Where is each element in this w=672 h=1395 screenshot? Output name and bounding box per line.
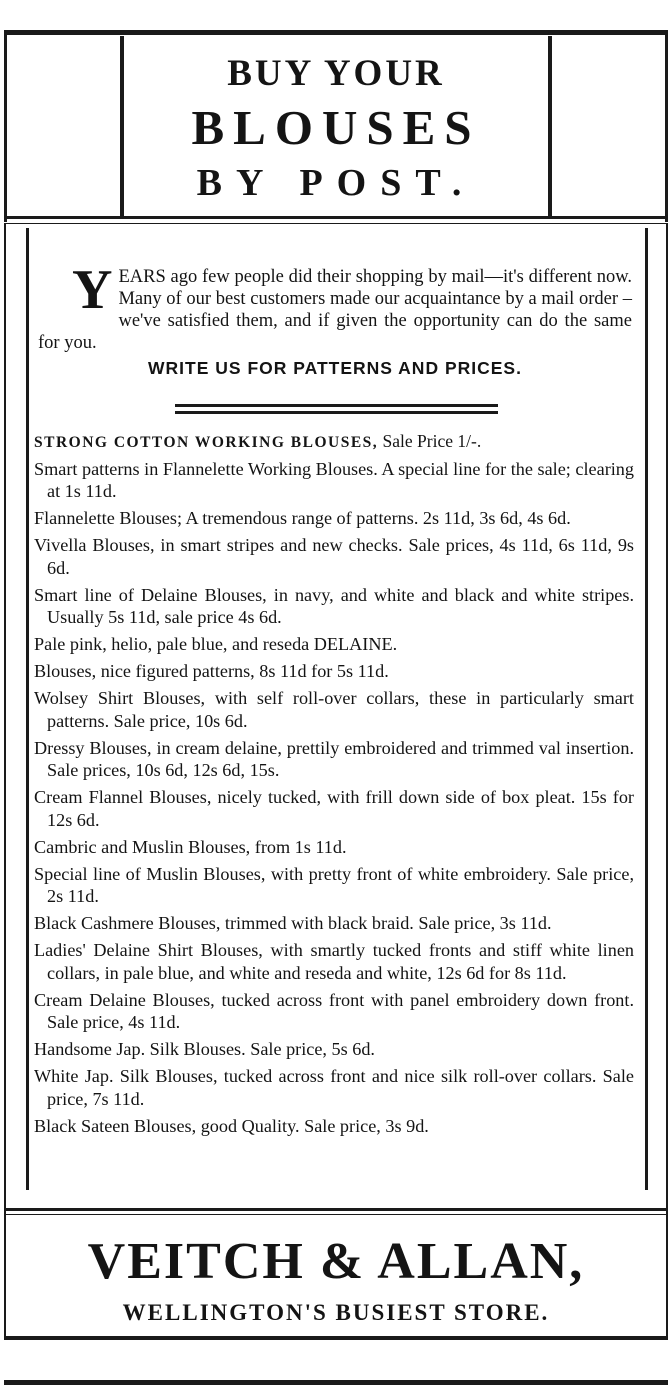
call-to-action: WRITE US FOR PATTERNS AND PRICES. [148,358,522,378]
drop-cap: Y [72,259,113,321]
outer-left-border [4,224,6,1339]
body-bottom-border [4,1208,668,1211]
list-heading-caps: STRONG COTTON WORKING BLOUSES, [34,434,379,451]
headline-line-1: BUY YOUR [227,53,445,94]
headline-line-3: BY POST. [196,162,476,204]
list-item: Pale pink, helio, pale blue, and reseda DELAINE. [34,634,398,654]
list-item: Black Sateen Blouses, good Quality. Sale price, 3s 9d. [34,1115,429,1136]
list-item: Cambric and Muslin Blouses, from 1s 11d. [34,836,347,857]
list-item: Smart line of Delaine Blouses, in navy, and white and black and white stripes. Usually 5s 11d, sale price 4s 6d. [34,584,634,627]
list-item: Vivella Blouses, in smart stripes and new checks. Sale prices, 4s 11d, 6s 11d, 9s 6d. [34,535,634,578]
firm-name: VEITCH & ALLAN, [87,1233,585,1290]
list-item: Blouses, nice figured patterns, 8s 11d for 5s 11d. [34,661,389,681]
blouse-list [34,430,634,1142]
list-item: Wolsey Shirt Blouses, with self roll-over collars, these in particularly smart patterns. Sale price, 10s 6d. [34,688,634,731]
list-item: Flannelette Blouses; A tremendous range of patterns. 2s 11d, 3s 6d, 4s 6d. [34,508,571,528]
list-item: Ladies' Delaine Shirt Blouses, with smartly tucked fronts and stiff white linen collars, in pale blue, and white and reseda and white, 12s 6d for 8s 11d. [34,940,634,983]
intro-paragraph [38,259,632,354]
intro-text: EARS ago few people did their shopping by mail—it's different now. Many of our best customers made our acquaintance by a mail order – we've satisfied them, and if given the opportunity can do the same for you. [38,267,632,353]
list-item: White Jap. Silk Blouses, tucked across front and nice silk roll-over collars. Sale price, 7s 11d. [34,1066,634,1109]
list-item: Black Cashmere Blouses, trimmed with black braid. Sale price, 3s 11d. [34,913,552,933]
right-border-top [665,30,668,222]
top-border [4,30,668,35]
headline-box [120,36,552,216]
footer-bottom-border [4,1336,668,1340]
headline-line-2: BLOUSES [191,100,481,155]
list-item: Smart patterns in Flannelette Working Blouses. A special line for the sale; clearing at 1s 11d. [34,458,634,501]
decorative-rule-bottom [175,411,498,414]
list-item: Handsome Jap. Silk Blouses. Sale price, 5s 6d. [34,1039,375,1059]
left-border-top [4,30,7,222]
list-item: Special line of Muslin Blouses, with pretty front of white embroidery. Sale price, 2s 11d. [34,863,634,906]
body-bottom-border-2 [4,1214,668,1215]
header-bottom-border-2 [4,223,668,224]
list-item: Cream Flannel Blouses, nicely tucked, with frill down side of box pleat. 15s for 12s 6d. [34,787,634,830]
header-bottom-border [4,216,668,219]
firm-tagline: WELLINGTON'S BUSIEST STORE. [122,1300,550,1325]
outer-right-border [666,224,668,1339]
page-bottom-border [4,1380,668,1385]
body-left-border [26,228,29,1190]
list-item: Dressy Blouses, in cream delaine, prettily embroidered and trimmed val insertion. Sale prices, 10s 6d, 12s 6d, 15s. [34,737,634,780]
list-item: Cream Delaine Blouses, tucked across front with panel embroidery down front. Sale price, 4s 11d. [34,989,634,1032]
body-right-border [645,228,648,1190]
list-heading [34,430,634,455]
list-heading-price: Sale Price 1/-. [382,431,482,451]
decorative-rule-top [175,404,498,407]
